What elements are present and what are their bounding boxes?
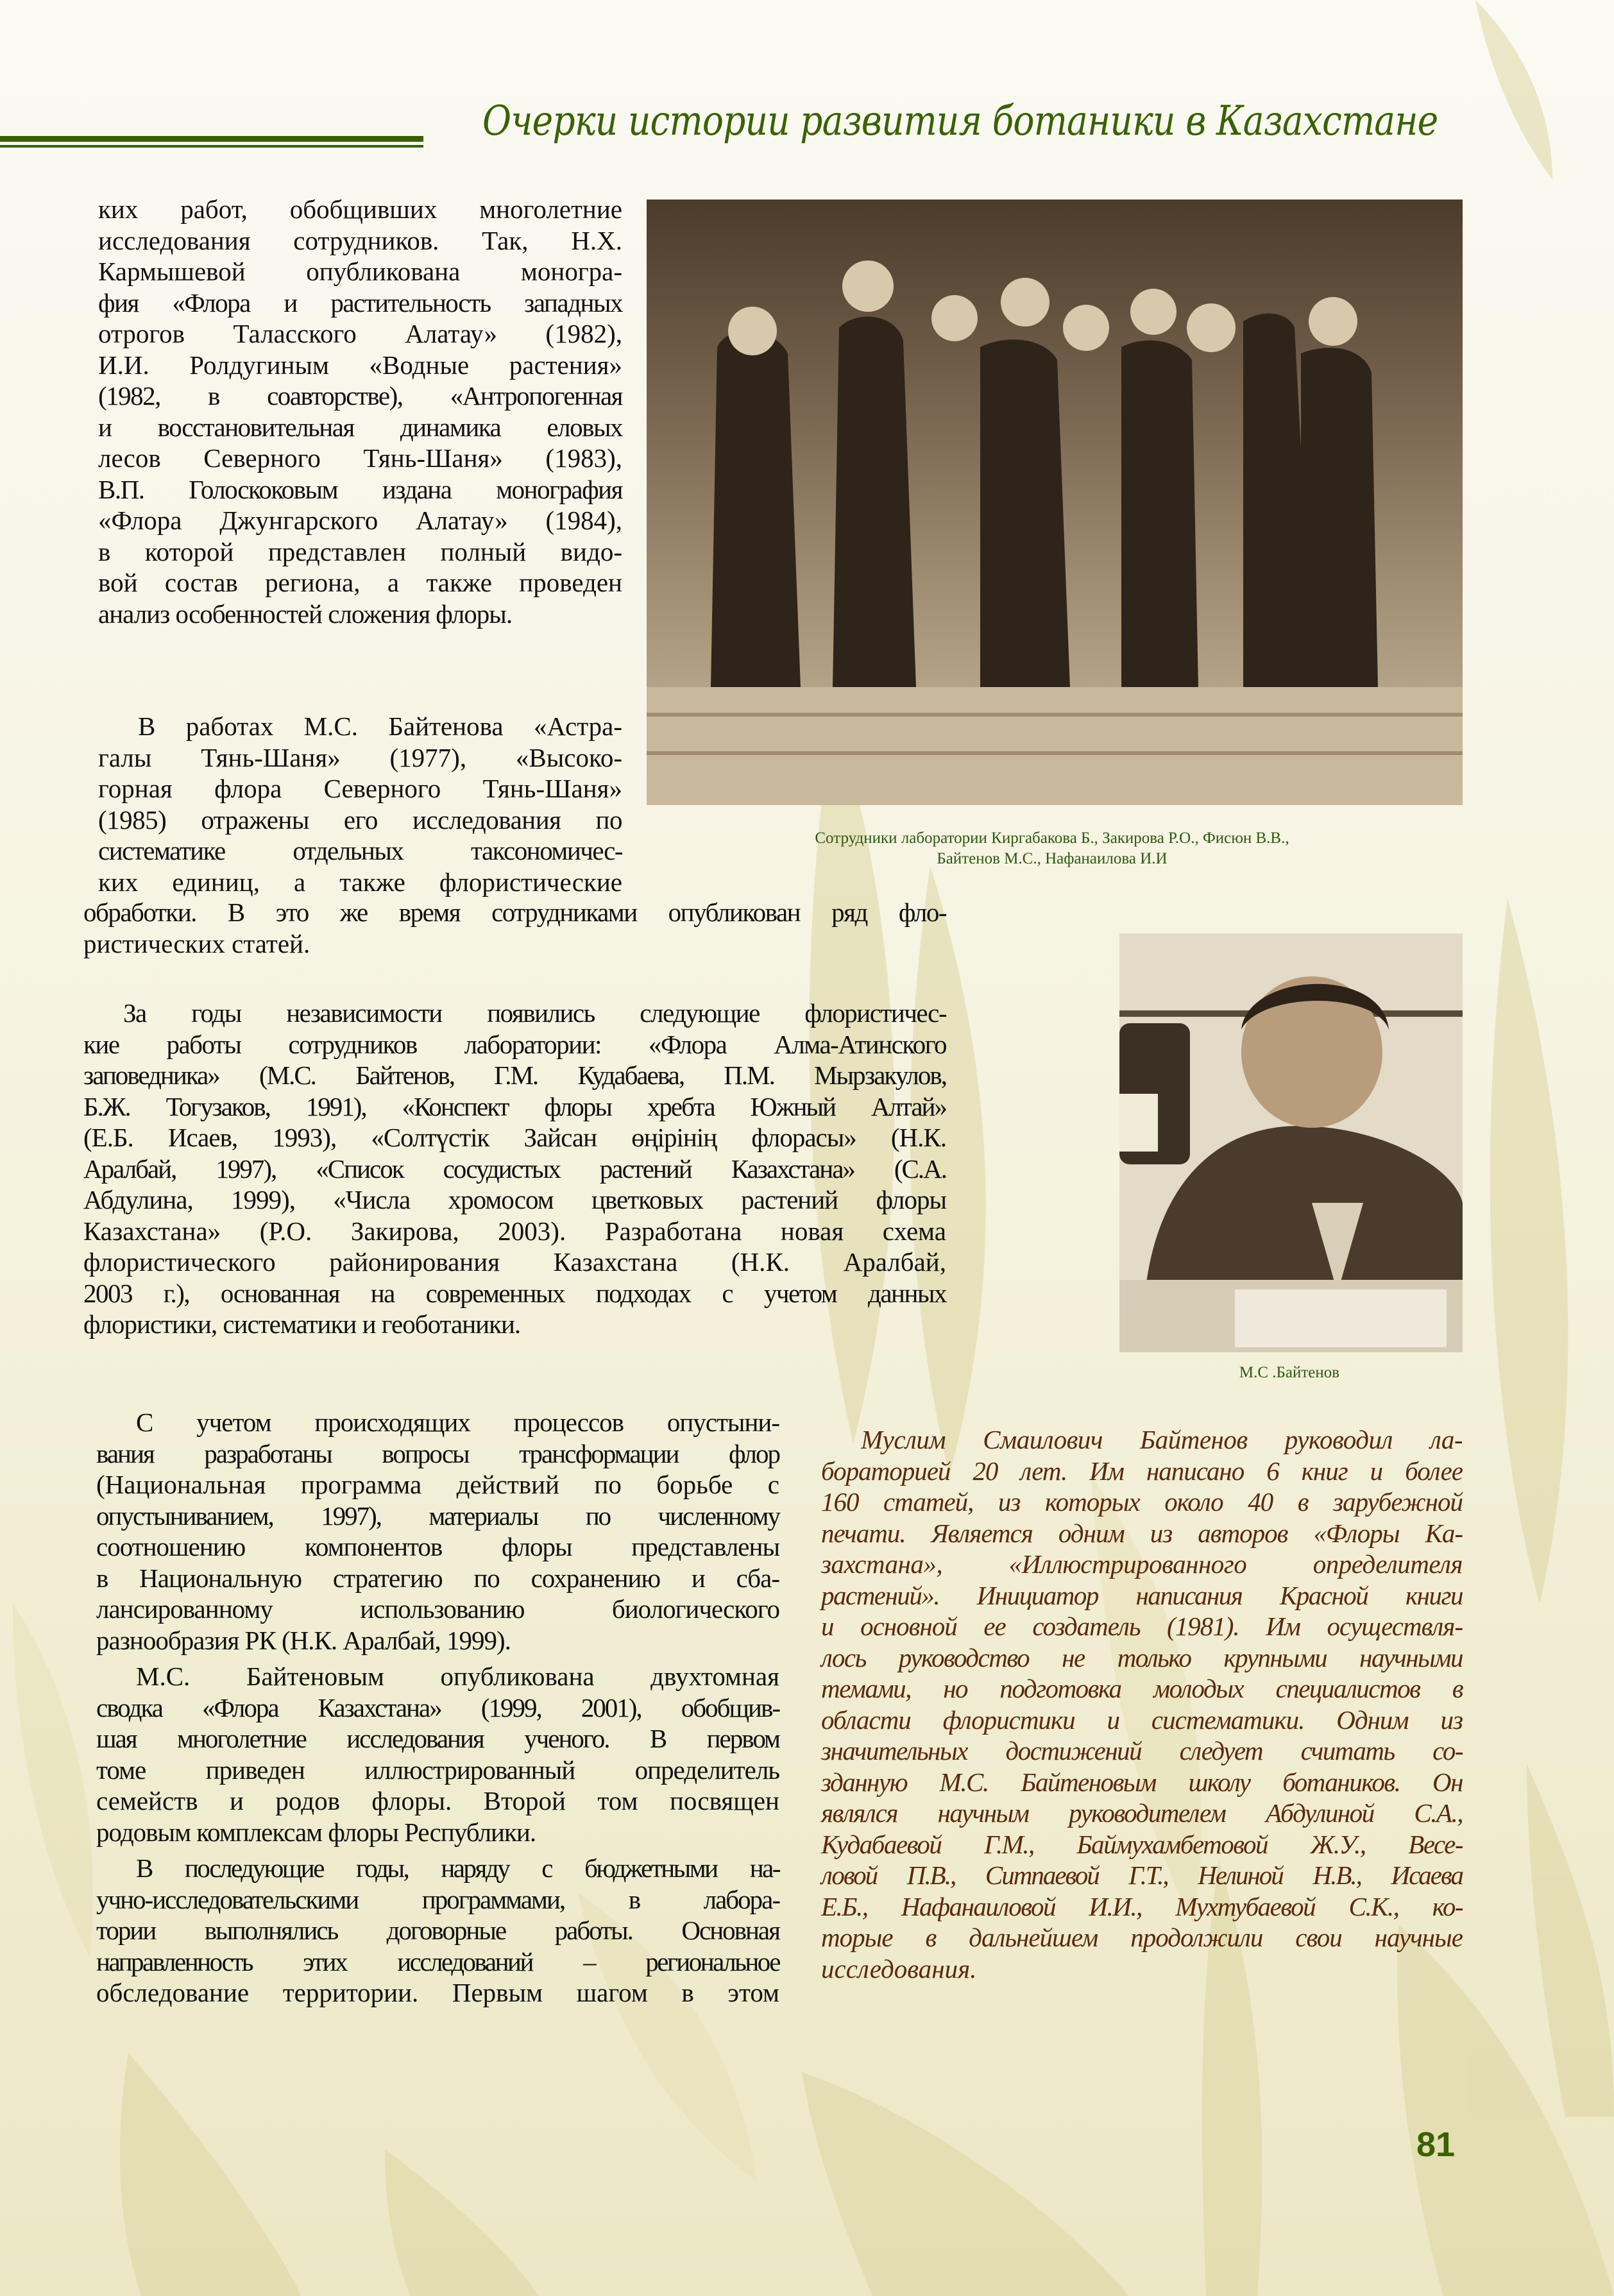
text-line: отрогов Таласского Алатау» (1982), <box>98 319 622 348</box>
text-line: являлся научным руководителем Абдулиной С.А., <box>821 1798 1463 1828</box>
text-line: вой состав региона, а также проведен <box>98 568 622 597</box>
text-wide-block-2 <box>83 998 946 1340</box>
portrait-image <box>1119 933 1463 1352</box>
text-line: 2003 г.), основанная на современных подходах с учетом данных <box>83 1278 946 1308</box>
text-line: флористического районирования Казахстана (Н.К. Аралбай, <box>83 1247 946 1277</box>
header-rule-thin <box>0 145 423 148</box>
text-line: исследования сотрудников. Так, Н.Х. <box>98 225 622 255</box>
text-line: в Национальную стратегию по сохранению и сба- <box>96 1563 779 1593</box>
text-line: (1982, в соавторстве), «Антропогенная <box>98 381 622 411</box>
text-line: (Национальная программа действий по борьбе с <box>96 1470 779 1499</box>
text-column-top <box>98 194 622 629</box>
text-line: кие работы сотрудников лаборатории: «Флора Алма-Атинского <box>83 1029 946 1059</box>
text-line: вания разработаны вопросы трансформации флор <box>96 1438 779 1468</box>
text-column-bottom <box>96 1407 779 2009</box>
biography-sidebar <box>821 1424 1463 1984</box>
text-line: Абдулина, 1999), «Числа хромосом цветковых растений флоры <box>83 1185 946 1214</box>
group-photo <box>647 200 1463 805</box>
text-line: Е.Б., Нафанаиловой И.И., Мухтубаевой С.К., ко- <box>821 1891 1463 1921</box>
text-line: родовым комплексам флоры Республики. <box>96 1817 536 1847</box>
text-line: лесов Северного Тянь-Шаня» (1983), <box>98 443 622 473</box>
page-number: 81 <box>1416 2125 1456 2164</box>
text-line: обработки. В это же время сотрудниками опубликован ряд фло- <box>83 897 946 927</box>
text-line: бораторией 20 лет. Им написано 6 книг и более <box>821 1456 1463 1486</box>
text-line: (Е.Б. Исаев, 1993), «Солтүстік Зайсан өңірінің флорасы» (Н.К. <box>83 1123 946 1152</box>
text-line: Муслим Смаилович Байтенов руководил ла- <box>861 1425 1463 1454</box>
text-line: тории выполнялись договорные работы. Основная <box>96 1916 779 1945</box>
text-line: направленность этих исследований – региональное <box>96 1946 779 1977</box>
text-line: Кармышевой опубликована моногра- <box>98 257 622 286</box>
text-line: темами, но подготовка молодых специалистов в <box>821 1674 1463 1703</box>
text-line: систематике отдельных таксономичес- <box>98 836 622 865</box>
text-line: и восстановительная динамика еловых <box>98 412 622 442</box>
text-line: исследования. <box>821 1953 977 1984</box>
header-rule-thick <box>0 136 423 142</box>
text-line: учно-исследовательскими программами, в лабора- <box>96 1884 779 1914</box>
text-line: анализ особенностей сложения флоры. <box>98 599 513 629</box>
text-line: М.С. Байтеновым опубликована двухтомная <box>136 1662 779 1691</box>
group-photo-caption <box>667 828 1437 869</box>
text-line: ких работ, обобщивших многолетние <box>98 194 622 224</box>
text-line: С учетом происходящих процессов опустыни- <box>136 1407 779 1437</box>
text-line: ловой П.В., Ситпаевой Г.Т., Нелиной Н.В., Исаева <box>821 1860 1463 1890</box>
text-line: флористики, систематики и геоботаники. <box>83 1309 521 1339</box>
text-line: Казахстана» (Р.О. Закирова, 2003). Разработана новая схема <box>83 1216 946 1246</box>
text-line: захстана», «Иллюстрированного определителя <box>821 1549 1463 1579</box>
text-line: горная флора Северного Тянь-Шаня» <box>98 774 622 803</box>
text-line: фия «Флора и растительность западных <box>98 287 622 318</box>
text-line: растений». Инициатор написания Красной книги <box>821 1580 1463 1610</box>
text-line: сводка «Флора Казахстана» (1999, 2001), обобщив- <box>96 1692 779 1722</box>
text-line: ких единиц, а также флористические <box>98 867 622 897</box>
text-line: лансированному использованию биологического <box>96 1594 779 1624</box>
text-line: В.П. Голоскоковым издана монография <box>98 474 622 504</box>
text-line: Кудабаевой Г.М., Баймухамбетовой Ж.У., Весе- <box>821 1829 1463 1859</box>
text-line: опустыниванием, 1997), материалы по численному <box>96 1501 779 1531</box>
text-line: В работах М.С. Байтенова «Астра- <box>138 711 622 741</box>
text-line: области флористики и систематики. Одним из <box>821 1705 1463 1735</box>
text-line: И.И. Ролдугиным «Водные растения» <box>98 350 622 380</box>
group-photo-image <box>647 200 1463 805</box>
text-line: соотношению компонентов флоры представлены <box>96 1532 779 1561</box>
text-line: (1985) отражены его исследования по <box>98 804 622 835</box>
text-line: в которой представлен полный видо- <box>98 536 622 566</box>
text-line: В последующие годы, наряду с бюджетными на- <box>136 1853 779 1883</box>
text-line: 160 статей, из которых около 40 в зарубежной <box>821 1487 1463 1517</box>
text-line: Б.Ж. Тогузаков, 1991), «Конспект флоры хребта Южный Алтай» <box>83 1091 946 1121</box>
text-column-mid <box>98 711 622 897</box>
text-line: печати. Является одним из авторов «Флоры Ка- <box>821 1518 1463 1548</box>
running-title: Очерки истории развития ботаники в Казахстане <box>482 98 1438 145</box>
text-line: Аралбай, 1997), «Список сосудистых растений Казахстана» (С.А. <box>83 1153 946 1184</box>
text-line: обследование территории. Первым шагом в этом <box>96 1978 779 2007</box>
text-line: зданную М.С. Байтеновым школу ботаников. Он <box>821 1767 1463 1797</box>
text-line: галы Тянь-Шаня» (1977), «Высоко- <box>98 742 622 772</box>
text-line: ристических статей. <box>83 928 310 958</box>
text-line: томе приведен иллюстрированный определитель <box>96 1755 779 1785</box>
text-line: шая многолетние исследования ученого. В первом <box>96 1724 779 1753</box>
text-wide-block <box>83 897 946 959</box>
text-line: разнообразия РК (Н.К. Аралбай, 1999). <box>96 1625 511 1655</box>
text-line: семейств и родов флоры. Второй том посвящен <box>96 1786 779 1816</box>
text-line: заповедника» (М.С. Байтенов, Г.М. Кудабаева, П.М. Мырзакулов, <box>83 1060 946 1090</box>
text-line: и основной ее создатель (1981). Им осуществля- <box>821 1611 1463 1641</box>
text-line: За годы независимости появились следующие флористичес- <box>123 998 946 1028</box>
portrait-photo <box>1119 933 1463 1352</box>
portrait-caption: М.С .Байтенов <box>1239 1364 1340 1381</box>
text-line: «Флора Джунгарского Алатау» (1984), <box>98 506 622 535</box>
text-line: торые в дальнейшем продолжили свои научные <box>821 1923 1463 1952</box>
text-line: лось руководство не только крупными научными <box>821 1642 1463 1672</box>
caption-line: Байтенов М.С., Нафанаилова И.И <box>937 850 1168 867</box>
caption-line: Сотрудники лаборатории Киргабакова Б., Закирова Р.О., Фисюн В.В., <box>815 829 1289 847</box>
text-line: значительных достижений следует считать со- <box>821 1736 1463 1765</box>
